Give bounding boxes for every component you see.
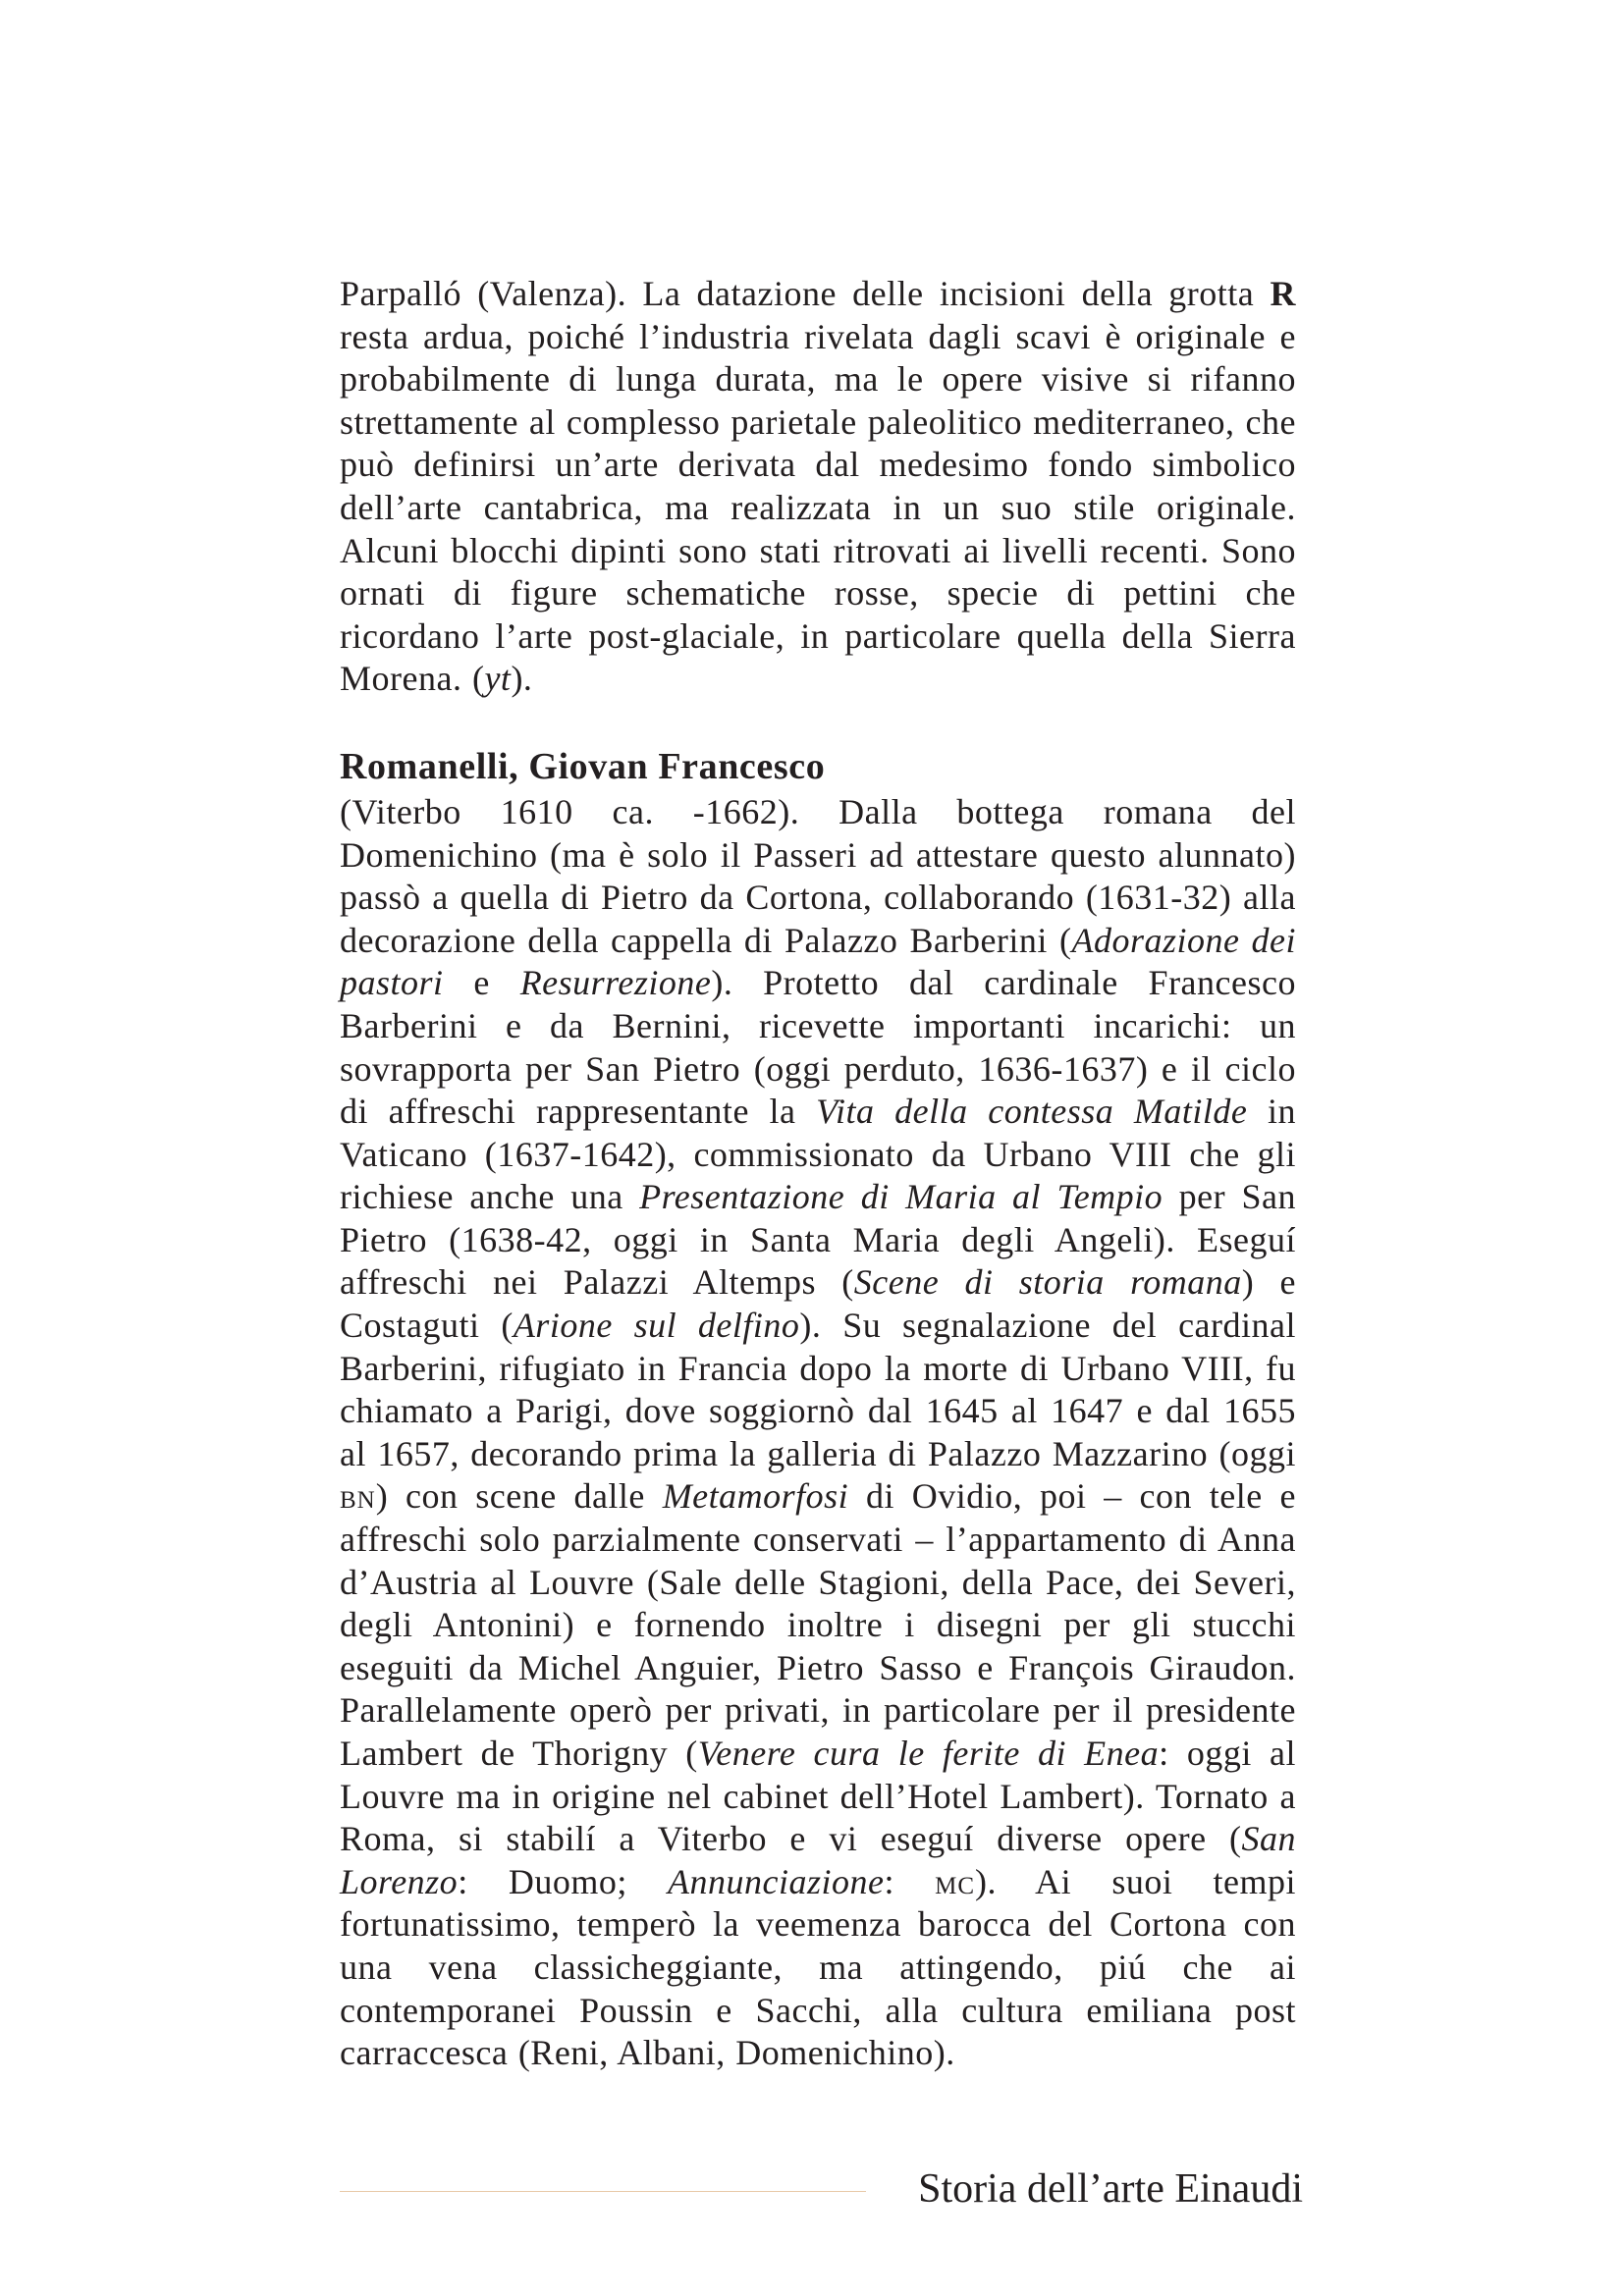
footer-title: Storia dell’arte Einaudi: [918, 2166, 1303, 2212]
text-run: :: [884, 1861, 936, 1901]
text-run: (Viterbo 1610 ca. -1662). Dalla bottega romana del Domenichino (ma è solo il Passeri ad attestare questo alunnato) passò a quella di Pietro da Cortona, collaborando (1631-32) alla decorazione della cappella di Palazzo Barberini (: [340, 791, 1296, 960]
smallcaps-text-run: bn: [340, 1476, 376, 1517]
italic-text-run: Venere cura le ferite di Enea: [697, 1734, 1160, 1773]
bold-text-run: R: [1270, 274, 1296, 313]
text-run: ). Ai suoi tempi fortunatissimo, temperò la veemenza barocca del Cortona con una vena classicheggiante, ma attingendo, piú che ai contemporanei Poussin e Sacchi, alla cultura emiliana post carraccesca (Reni, Albani, Domenichino).: [340, 1861, 1296, 2073]
smallcaps-text-run: mc: [935, 1861, 976, 1901]
italic-text-run: Resurrezione: [519, 963, 712, 1003]
paragraph-parpallo: [340, 273, 1296, 701]
entry-title: Romanelli, Giovan Francesco: [340, 745, 826, 787]
paragraph-romanelli: [340, 791, 1296, 2075]
text-run: Parpalló (Valenza). La datazione delle incisioni della grotta: [340, 274, 1271, 313]
text-run: ) con scene dalle: [375, 1476, 663, 1517]
italic-text-run: Adorazione dei pastori: [340, 920, 1296, 1003]
text-column: [340, 273, 1296, 2075]
text-run: : Duomo;: [458, 1861, 668, 1901]
italic-text-run: yt: [484, 659, 512, 699]
italic-text-run: Annunciazione: [668, 1861, 885, 1901]
text-run: resta ardua, poiché l’industria rivelata dagli scavi è originale e probabilmente di lunga durata, ma le opere visive si rifanno strettamente al complesso parietale paleolitico mediterraneo, che può definirsi un’arte derivata dal medesimo fondo simbolico dell’arte cantabrica, ma realizzata in un suo stile originale. Alcuni blocchi dipinti sono stati ritrovati ai livelli recenti. Sono ornati di figure schematiche rosse, specie di pettini che ricordano l’arte post-glaciale, in particolare quella della Sierra Morena. (: [340, 316, 1296, 699]
text-run: ) e Costaguti (: [340, 1262, 1296, 1346]
text-run: ). Su segnalazione del cardinal Barberini, rifugiato in Francia dopo la morte di Urbano VIII, fu chiamato a Parigi, dove soggiornò dal 1645 al 1647 e dal 1655 al 1657, decorando prima la galleria di Palazzo Mazzarino (oggi: [340, 1306, 1296, 1473]
text-run: ).: [511, 659, 533, 699]
footer-rule: [340, 2191, 866, 2192]
italic-text-run: San Lorenzo: [340, 1819, 1296, 1901]
text-run: ). Protetto dal cardinale Francesco Barberini e da Bernini, ricevette importanti incarichi: un sovrapporta per San Pietro (oggi perduto, 1636-1637) e il ciclo di affreschi rappresentante la: [340, 963, 1296, 1132]
text-run: in Vaticano (1637-1642), commissionato da Urbano VIII che gli richiese anche una: [340, 1092, 1296, 1217]
italic-text-run: Presentazione di Maria al Tempio: [639, 1177, 1163, 1217]
italic-text-run: Vita della contessa Matilde: [816, 1092, 1248, 1132]
text-run: e: [443, 963, 520, 1003]
text-run: : oggi al Louvre ma in origine nel cabinet dell’Hotel Lambert). Tornato a Roma, si stabilí a Viterbo e vi eseguí diverse opere (: [340, 1734, 1296, 1859]
italic-text-run: Scene di storia romana: [853, 1262, 1242, 1303]
text-run: per San Pietro (1638-42, oggi in Santa Maria degli Angeli). Eseguí affreschi nei Palazzi Altemps (: [340, 1177, 1296, 1303]
italic-text-run: Metamorfosi: [662, 1476, 849, 1517]
text-run: di Ovidio, poi – con tele e affreschi solo parzialmente conservati – l’appartamento di Anna d’Austria al Louvre (Sale delle Stagioni, della Pace, dei Severi, degli Antonini) e fornendo inoltre i disegni per gli stucchi eseguiti da Michel Anguier, Pietro Sasso e François Giraudon. Parallelamente operò per privati, in particolare per il presidente Lambert de Thorigny (: [340, 1476, 1296, 1773]
italic-text-run: Arione sul delfino: [513, 1306, 800, 1346]
